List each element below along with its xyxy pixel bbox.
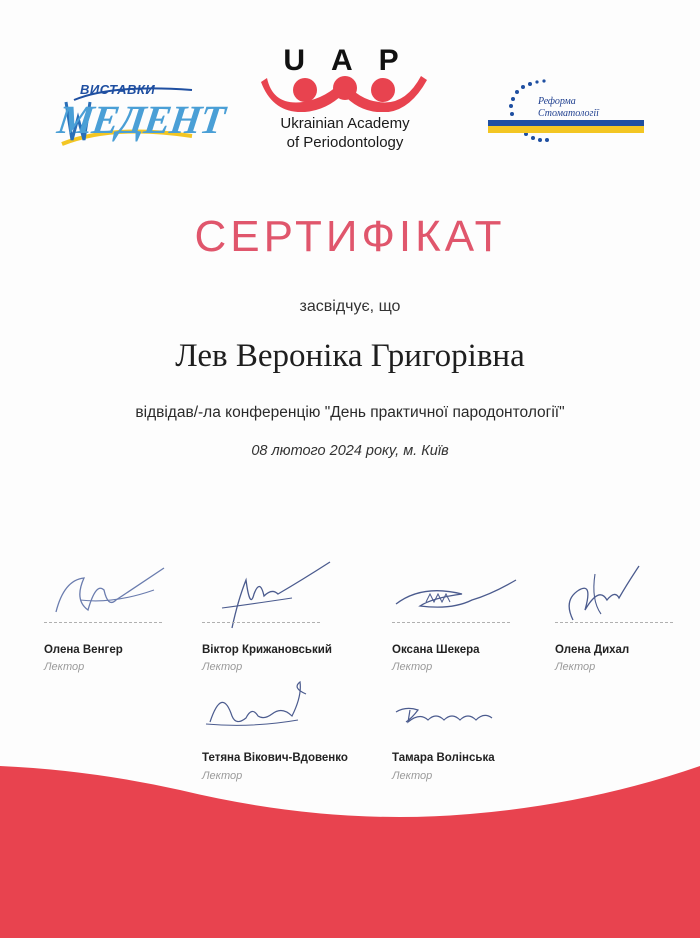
signatory-role: Лектор	[392, 661, 433, 673]
handwritten-signature-5	[202, 676, 322, 732]
signatory-role: Лектор	[202, 770, 243, 782]
signatory-name: Віктор Крижановський	[202, 644, 332, 656]
attendance-statement: відвідав/-ла конференцію "День практичної пародонтології"	[135, 404, 565, 421]
handwritten-signature-4	[555, 560, 655, 630]
signature-block-5	[202, 676, 362, 786]
handwritten-signature-6	[392, 676, 502, 732]
signatory-role: Лектор	[44, 661, 85, 673]
signature-block-2	[202, 560, 362, 680]
signature-line	[44, 622, 162, 623]
signature-block-6	[392, 676, 552, 786]
handwritten-signature-3	[392, 560, 532, 620]
uap-name-line1: Ukrainian Academy	[280, 115, 410, 132]
recipient-name: Лев Вероніка Григорівна	[175, 338, 525, 374]
signatory-name: Тамара Волінська	[392, 752, 495, 764]
signatory-role: Лектор	[202, 661, 243, 673]
signature-line	[392, 622, 510, 623]
medent-top-label: ВИСТАВКИ	[80, 82, 156, 97]
signatory-role: Лектор	[555, 661, 596, 673]
uap-name-line2: of Periodontology	[286, 134, 404, 151]
signatory-name: Тетяна Вікович-Вдовенко	[202, 752, 348, 764]
signature-line	[202, 622, 320, 623]
signature-block-3	[392, 560, 552, 680]
signatory-name: Олена Венгер	[44, 644, 123, 656]
certificate-subtitle: засвідчує, що	[299, 298, 401, 315]
handwritten-signature-2	[202, 560, 342, 630]
medent-main-label: МЕДЕНТ	[54, 97, 227, 142]
signature-block-4	[555, 560, 700, 680]
certificate-title: СЕРТИФІКАТ	[194, 212, 506, 261]
event-date: 08 лютого 2024 року, м. Київ	[251, 443, 449, 459]
signatory-role: Лектор	[392, 770, 433, 782]
uap-letters: UAP	[283, 44, 425, 77]
reforma-line2: Стоматології	[538, 108, 599, 119]
signatory-name: Оксана Шекера	[392, 644, 480, 656]
reforma-line1: Реформа	[538, 96, 576, 107]
signature-line	[555, 622, 673, 623]
signatory-name: Олена Дихал	[555, 644, 630, 656]
signature-block-1	[44, 560, 204, 680]
handwritten-signature-1	[44, 560, 174, 620]
